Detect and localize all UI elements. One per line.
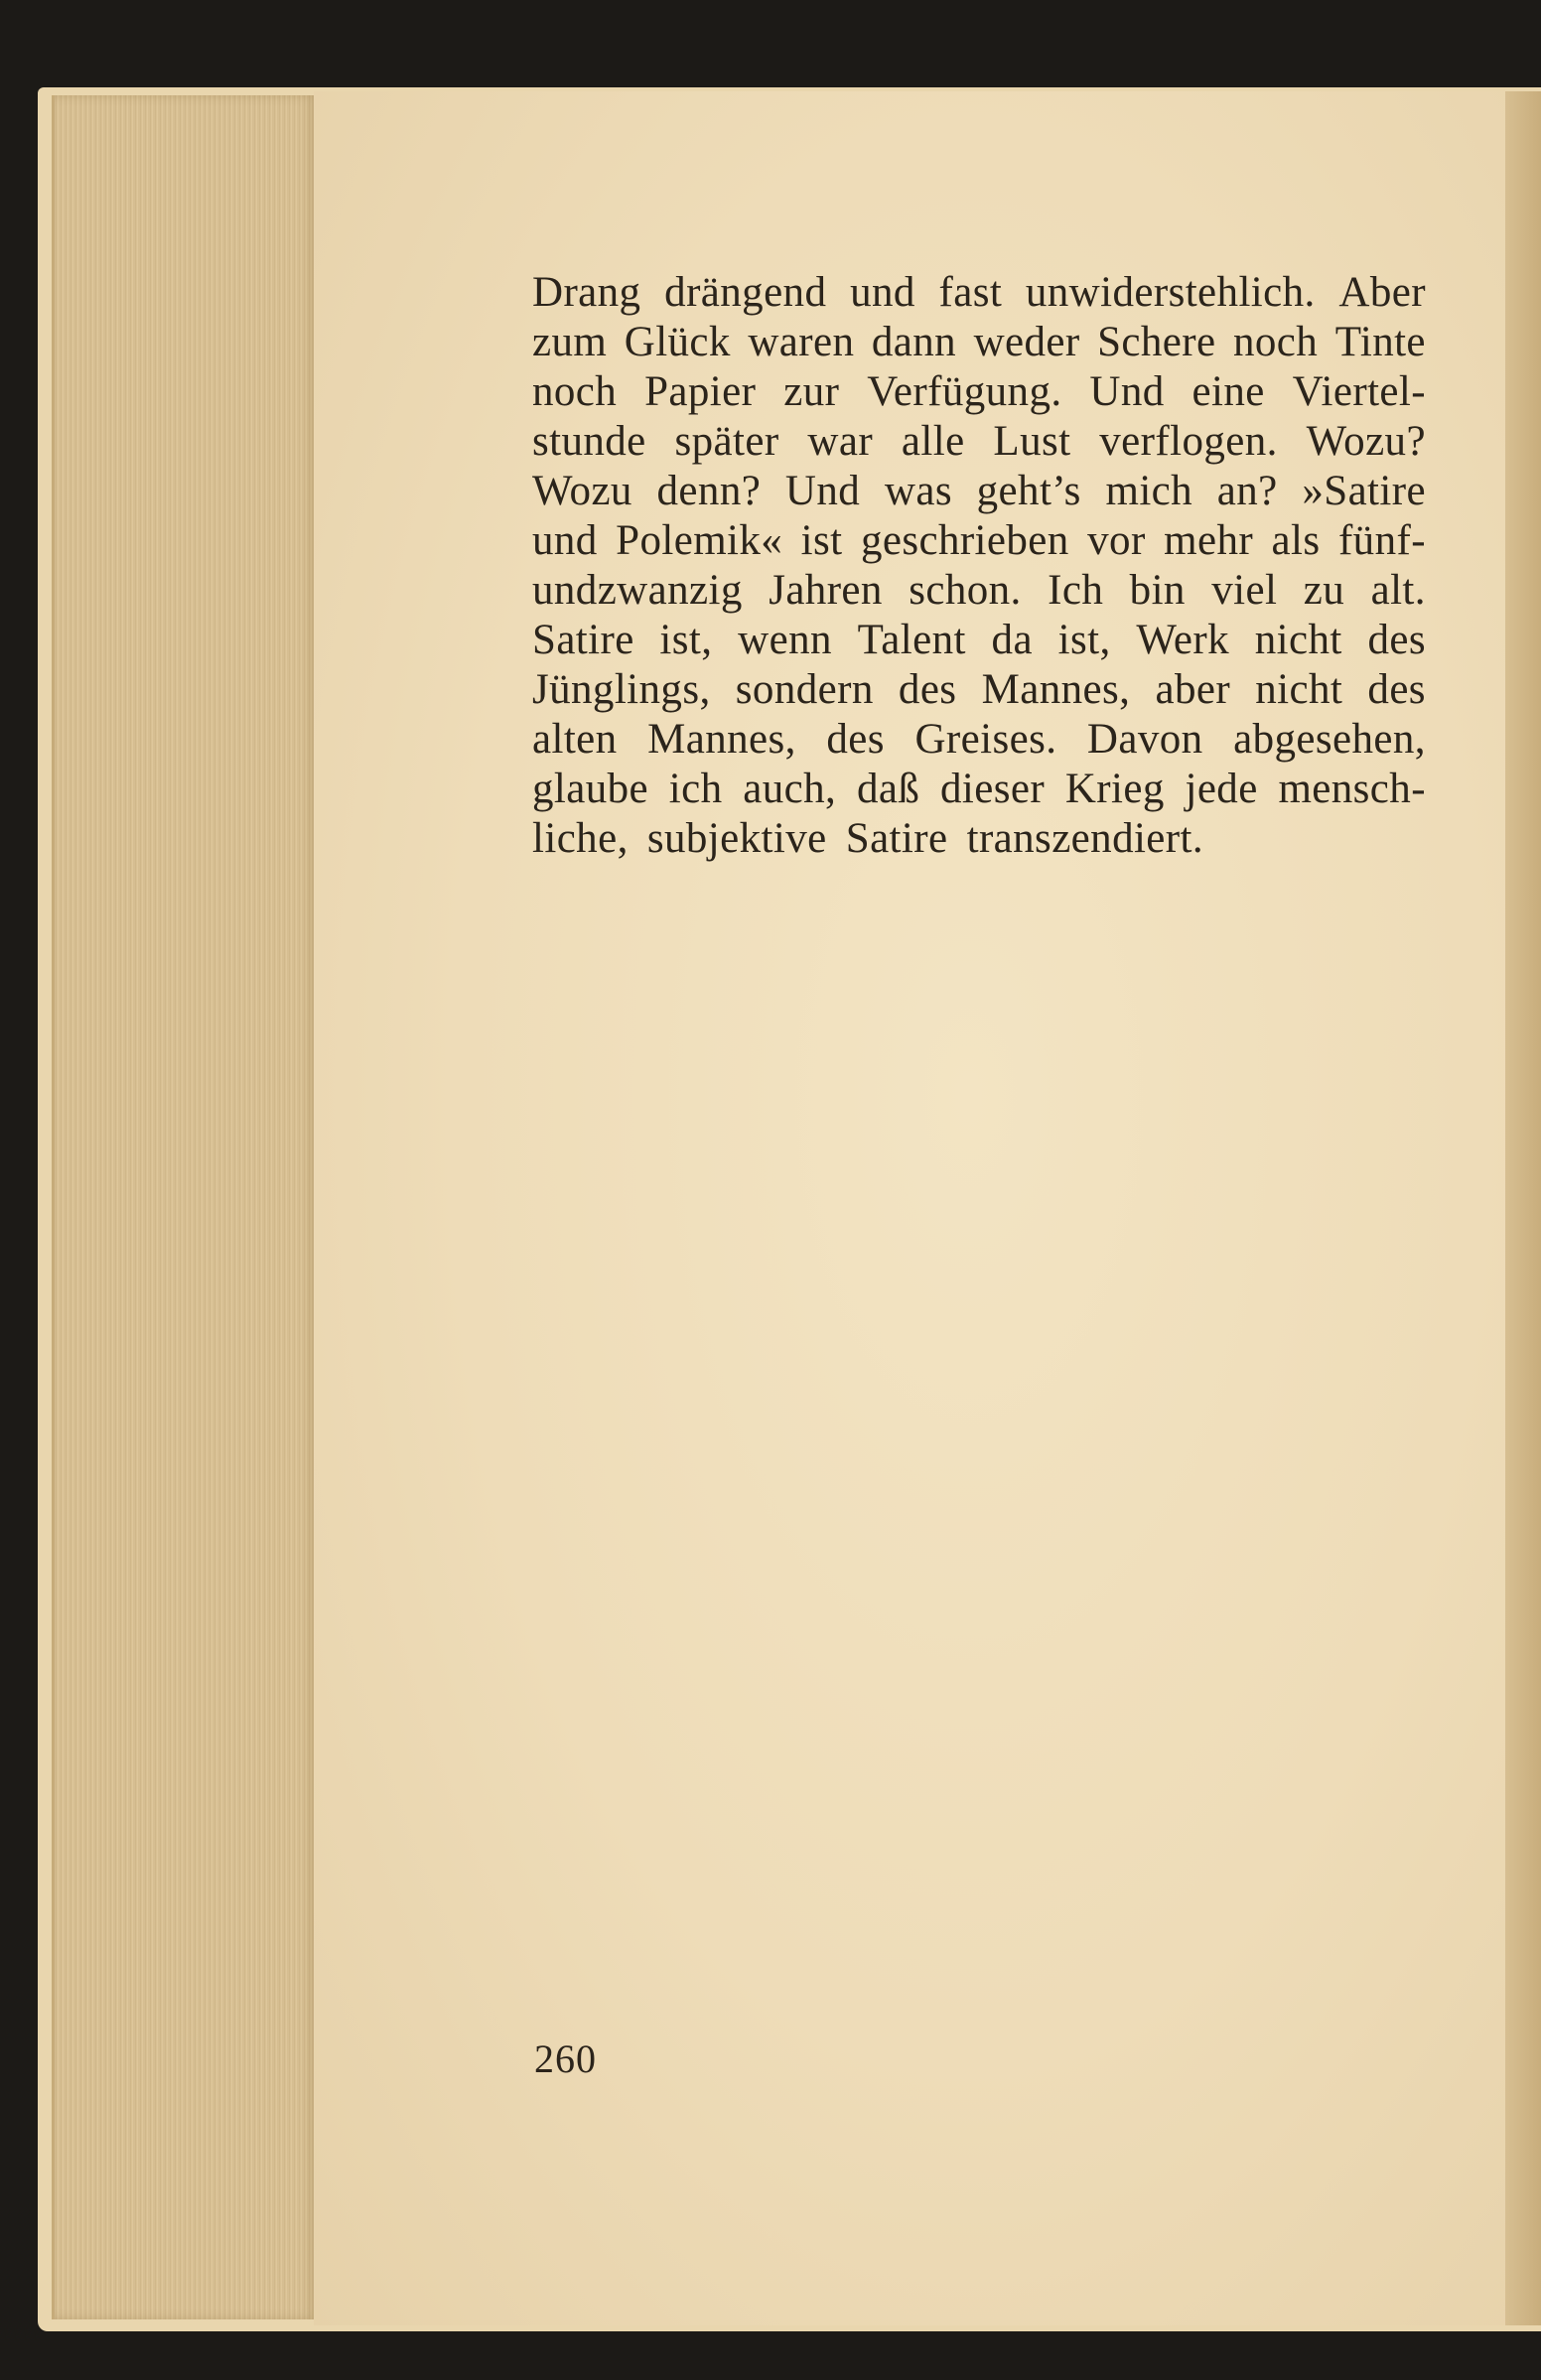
text-line: und Polemik« ist geschrieben vor mehr als fünf- — [532, 517, 1426, 564]
text-line: noch Papier zur Verfügung. Und eine Viertel- — [532, 368, 1426, 415]
text-line: undzwanzig Jahren schon. Ich bin viel zu alt. — [532, 567, 1426, 614]
facing-page-edge — [1505, 91, 1541, 2325]
text-line: alten Mannes, des Greises. Davon abgesehen, — [532, 716, 1426, 763]
text-line: zum Glück waren dann weder Schere noch Tinte — [532, 319, 1426, 365]
text-line: Drang drängend und fast unwiderstehlich. Aber — [532, 269, 1426, 316]
text-line: stunde später war alle Lust verflogen. Wozu? — [532, 418, 1426, 465]
page-stack-edge — [52, 95, 317, 2319]
page-number: 260 — [534, 2036, 597, 2081]
text-line: liche, subjektive Satire transzendiert. — [532, 815, 1204, 862]
text-line: Satire ist, wenn Talent da ist, Werk nicht des — [532, 617, 1426, 663]
text-line: Jünglings, sondern des Mannes, aber nicht des — [532, 666, 1426, 713]
body-text — [532, 268, 1426, 864]
text-line: Wozu denn? Und was geht’s mich an? »Satire — [532, 468, 1426, 514]
text-line: glaube ich auch, daß dieser Krieg jede mensch- — [532, 766, 1426, 812]
